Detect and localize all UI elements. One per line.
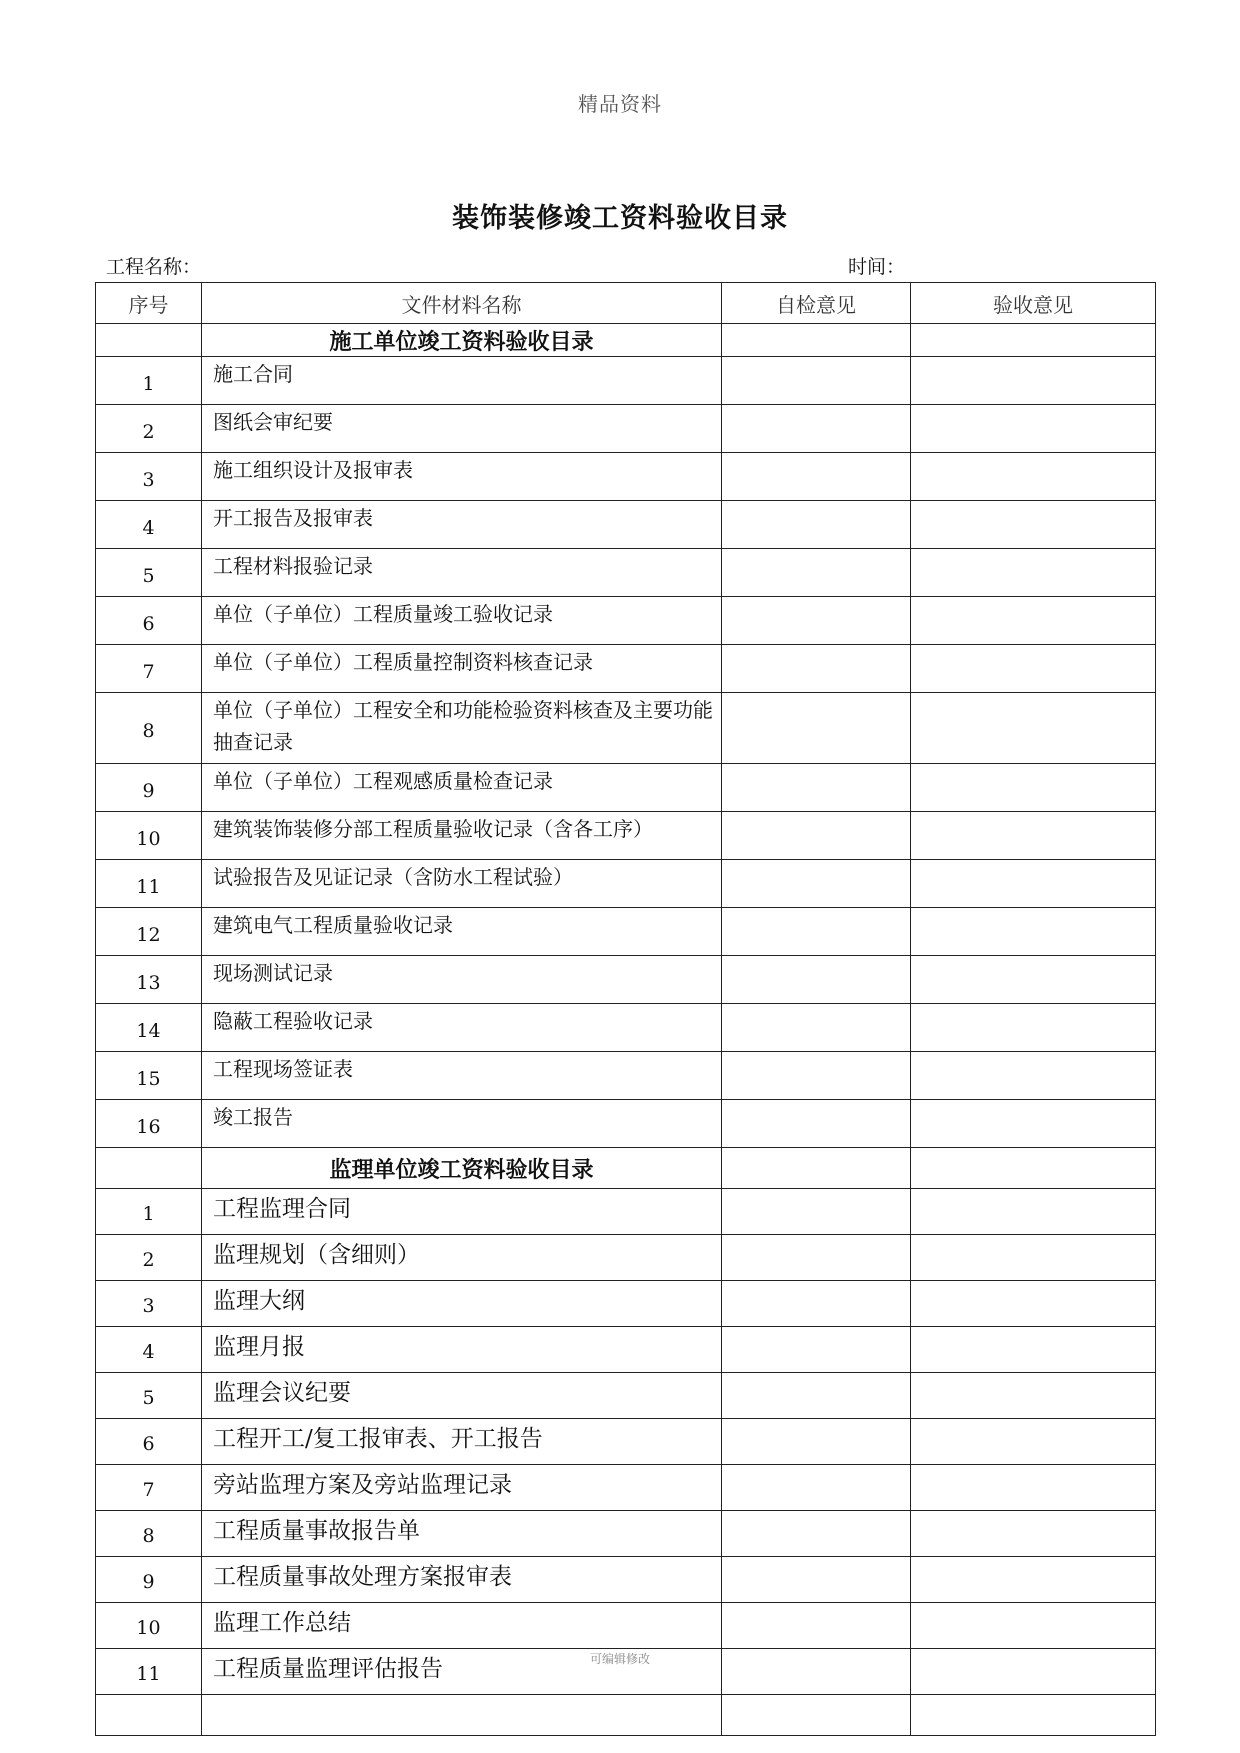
item-document-name: 监理会议纪要 [202, 1373, 722, 1419]
item-number: 1 [96, 1189, 202, 1235]
table-header-row [96, 283, 1156, 324]
table-row [96, 549, 1156, 597]
table-row [96, 1281, 1156, 1327]
acceptance-cell[interactable] [911, 1557, 1156, 1603]
self-check-cell[interactable] [722, 1557, 911, 1603]
acceptance-cell[interactable] [911, 693, 1156, 764]
item-document-name: 建筑电气工程质量验收记录 [202, 908, 722, 956]
column-header-self-check: 自检意见 [722, 283, 911, 324]
acceptance-cell[interactable] [911, 908, 1156, 956]
self-check-cell[interactable] [722, 453, 911, 501]
item-document-name: 现场测试记录 [202, 956, 722, 1004]
item-document-name: 单位（子单位）工程质量控制资料核查记录 [202, 645, 722, 693]
self-check-cell[interactable] [722, 812, 911, 860]
self-check-cell[interactable] [722, 1100, 911, 1148]
item-number: 15 [96, 1052, 202, 1100]
acceptance-cell[interactable] [911, 1235, 1156, 1281]
acceptance-cell[interactable] [911, 597, 1156, 645]
item-document-name: 建筑装饰装修分部工程质量验收记录（含各工序） [202, 812, 722, 860]
item-document-name: 旁站监理方案及旁站监理记录 [202, 1465, 722, 1511]
item-number: 6 [96, 1419, 202, 1465]
project-name-label: 工程名称： [106, 256, 202, 278]
table-row [96, 1511, 1156, 1557]
item-document-name: 单位（子单位）工程质量竣工验收记录 [202, 597, 722, 645]
acceptance-cell[interactable] [911, 1052, 1156, 1100]
self-check-cell[interactable] [722, 1373, 911, 1419]
table-row [96, 1235, 1156, 1281]
table-row [96, 1419, 1156, 1465]
self-check-cell[interactable] [722, 693, 911, 764]
acceptance-cell[interactable] [911, 1419, 1156, 1465]
item-document-name: 开工报告及报审表 [202, 501, 722, 549]
self-check-cell[interactable] [722, 549, 911, 597]
acceptance-cell[interactable] [911, 812, 1156, 860]
acceptance-cell[interactable] [911, 1100, 1156, 1148]
acceptance-cell[interactable] [911, 764, 1156, 812]
item-document-name: 施工组织设计及报审表 [202, 453, 722, 501]
self-check-cell[interactable] [722, 1465, 911, 1511]
footer-watermark: 可编辑修改 [589, 1652, 650, 1666]
item-number: 7 [96, 645, 202, 693]
acceptance-cell[interactable] [911, 1281, 1156, 1327]
item-number: 9 [96, 1557, 202, 1603]
acceptance-cell[interactable] [911, 1373, 1156, 1419]
self-check-cell[interactable] [722, 1189, 911, 1235]
self-check-cell[interactable] [722, 501, 911, 549]
item-document-name: 隐蔽工程验收记录 [202, 1004, 722, 1052]
item-number: 11 [96, 1649, 202, 1695]
item-document-name: 图纸会审纪要 [202, 405, 722, 453]
item-number: 16 [96, 1100, 202, 1148]
acceptance-cell[interactable] [911, 1327, 1156, 1373]
item-number: 4 [96, 1327, 202, 1373]
section-title-contractor: 施工单位竣工资料验收目录 [202, 324, 722, 357]
table-row [96, 645, 1156, 693]
table-row [96, 597, 1156, 645]
acceptance-cell[interactable] [911, 405, 1156, 453]
self-check-cell[interactable] [722, 1327, 911, 1373]
item-number: 10 [96, 1603, 202, 1649]
item-number: 5 [96, 1373, 202, 1419]
self-check-cell[interactable] [722, 645, 911, 693]
self-check-cell[interactable] [722, 597, 911, 645]
acceptance-cell[interactable] [911, 1189, 1156, 1235]
self-check-cell[interactable] [722, 405, 911, 453]
acceptance-cell[interactable] [911, 549, 1156, 597]
item-document-name: 工程材料报验记录 [202, 549, 722, 597]
item-number: 12 [96, 908, 202, 956]
acceptance-cell[interactable] [911, 453, 1156, 501]
self-check-cell[interactable] [722, 1511, 911, 1557]
item-document-name: 试验报告及见证记录（含防水工程试验） [202, 860, 722, 908]
item-number: 10 [96, 812, 202, 860]
item-number: 14 [96, 1004, 202, 1052]
item-document-name: 工程现场签证表 [202, 1052, 722, 1100]
self-check-cell[interactable] [722, 956, 911, 1004]
empty-table-row [96, 1695, 1156, 1736]
self-check-cell[interactable] [722, 1235, 911, 1281]
item-document-name: 监理规划（含细则） [202, 1235, 722, 1281]
column-header-name: 文件材料名称 [202, 283, 722, 324]
table-row [96, 908, 1156, 956]
item-document-name: 工程监理合同 [202, 1189, 722, 1235]
self-check-cell[interactable] [722, 1004, 911, 1052]
self-check-cell[interactable] [722, 908, 911, 956]
acceptance-cell[interactable] [911, 860, 1156, 908]
acceptance-cell[interactable] [911, 1004, 1156, 1052]
table-row [96, 405, 1156, 453]
item-number: 1 [96, 357, 202, 405]
item-number: 2 [96, 405, 202, 453]
acceptance-cell[interactable] [911, 1465, 1156, 1511]
acceptance-cell[interactable] [911, 645, 1156, 693]
table-row [96, 1327, 1156, 1373]
item-number: 4 [96, 501, 202, 549]
table-row [96, 1557, 1156, 1603]
self-check-cell[interactable] [722, 357, 911, 405]
item-document-name: 监理工作总结 [202, 1603, 722, 1649]
table-row [96, 501, 1156, 549]
table-row [96, 956, 1156, 1004]
table-row [96, 1004, 1156, 1052]
column-header-acceptance: 验收意见 [911, 283, 1156, 324]
item-number: 11 [96, 860, 202, 908]
acceptance-cell[interactable] [911, 501, 1156, 549]
table-row [96, 812, 1156, 860]
section-row-supervisor [96, 1148, 1156, 1189]
column-header-no: 序号 [96, 283, 202, 324]
item-document-name: 监理大纲 [202, 1281, 722, 1327]
item-document-name: 单位（子单位）工程安全和功能检验资料核查及主要功能抽查记录 [202, 693, 722, 764]
item-number: 3 [96, 453, 202, 501]
item-document-name: 单位（子单位）工程观感质量检查记录 [202, 764, 722, 812]
item-number: 5 [96, 549, 202, 597]
item-document-name: 竣工报告 [202, 1100, 722, 1148]
catalog-table [95, 282, 1156, 1736]
self-check-cell[interactable] [722, 1281, 911, 1327]
item-number: 3 [96, 1281, 202, 1327]
acceptance-cell[interactable] [911, 357, 1156, 405]
item-number: 9 [96, 764, 202, 812]
item-document-name: 工程质量事故处理方案报审表 [202, 1557, 722, 1603]
item-document-name: 工程质量监理评估报告 [202, 1649, 722, 1695]
self-check-cell[interactable] [722, 1052, 911, 1100]
table-row [96, 1100, 1156, 1148]
time-label: 时间： [848, 256, 906, 278]
table-row [96, 693, 1156, 764]
item-document-name: 监理月报 [202, 1327, 722, 1373]
header-watermark: 精品资料 [578, 92, 662, 116]
table-row [96, 1373, 1156, 1419]
table-row [96, 1189, 1156, 1235]
item-document-name: 工程开工/复工报审表、开工报告 [202, 1419, 722, 1465]
self-check-cell[interactable] [722, 1603, 911, 1649]
item-document-name: 工程质量事故报告单 [202, 1511, 722, 1557]
table-row [96, 357, 1156, 405]
table-row [96, 453, 1156, 501]
table-row [96, 1052, 1156, 1100]
self-check-cell[interactable] [722, 764, 911, 812]
item-number: 13 [96, 956, 202, 1004]
document-title: 装饰装修竣工资料验收目录 [452, 203, 788, 234]
table-row [96, 764, 1156, 812]
section-row-contractor [96, 324, 1156, 357]
self-check-cell[interactable] [722, 860, 911, 908]
item-number: 6 [96, 597, 202, 645]
item-number: 8 [96, 693, 202, 764]
item-number: 8 [96, 1511, 202, 1557]
item-document-name: 施工合同 [202, 357, 722, 405]
acceptance-cell[interactable] [911, 956, 1156, 1004]
table-row [96, 1603, 1156, 1649]
section-title-supervisor: 监理单位竣工资料验收目录 [202, 1148, 722, 1189]
table-row [96, 1465, 1156, 1511]
self-check-cell[interactable] [722, 1419, 911, 1465]
item-number: 2 [96, 1235, 202, 1281]
acceptance-cell[interactable] [911, 1511, 1156, 1557]
table-row [96, 860, 1156, 908]
item-number: 7 [96, 1465, 202, 1511]
acceptance-cell[interactable] [911, 1603, 1156, 1649]
